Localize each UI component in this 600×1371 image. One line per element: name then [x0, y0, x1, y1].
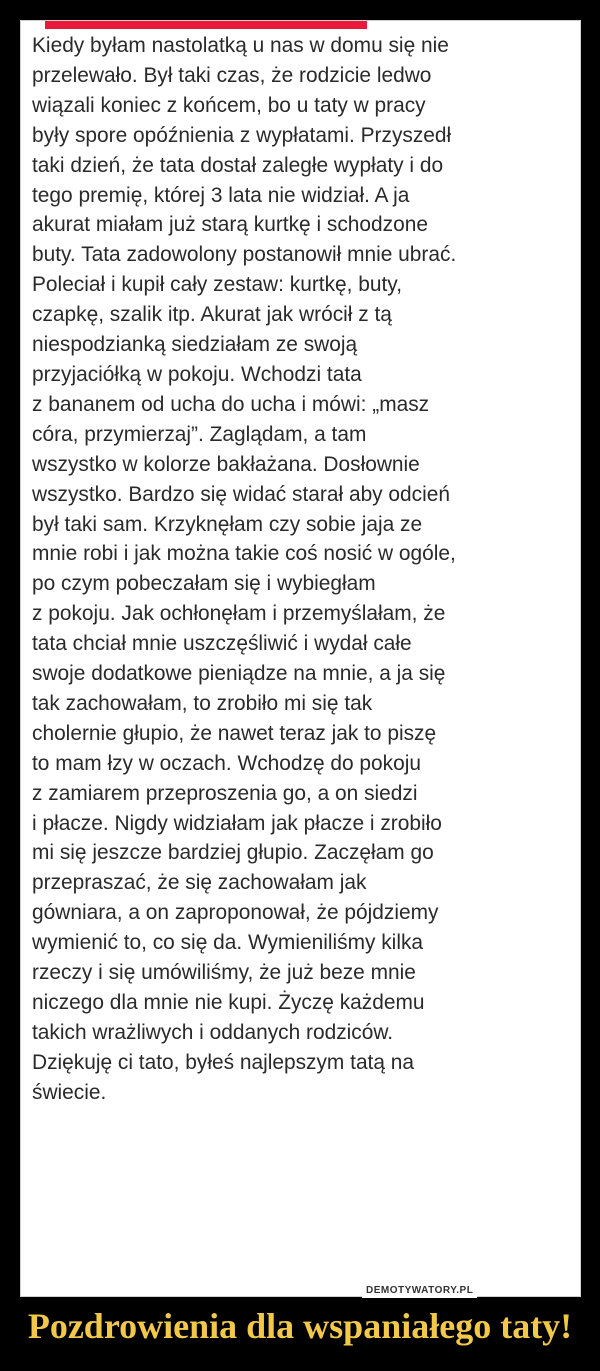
story-line: tata chciał mnie uszczęśliwić i wydał całe [32, 632, 412, 656]
story-line: przepraszać, że się zachowałam jak [32, 871, 367, 895]
story-text [32, 31, 577, 1108]
story-line: były spore opóźnienia z wypłatami. Przyszedł [32, 123, 452, 147]
story-line: takich wrażliwych i oddanych rodziców. [32, 1020, 394, 1044]
story-line: wymienić to, co się da. Wymieniliśmy kilka [32, 931, 424, 955]
story-line: wszystko w kolorze bakłażana. Dosłownie [32, 452, 420, 476]
story-line: wiązali koniec z końcem, bo u taty w pracy [32, 93, 426, 117]
story-line: cholernie głupio, że nawet teraz jak to piszę [32, 721, 437, 745]
story-line: był taki sam. Krzyknęłam czy sobie jaja ze [32, 512, 423, 536]
story-line: z pokoju. Jak ochłonęłam i przemyślałam, że [32, 602, 446, 626]
story-line: po czym pobeczałam się i wybiegłam [32, 572, 376, 596]
story-line: przelewało. Był taki czas, że rodzicie ledwo [32, 63, 432, 87]
story-line: buty. Tata zadowolony postanowił mnie ubrać. [32, 243, 457, 267]
story-line: mnie robi i jak można takie coś nosić w ogóle, [32, 542, 456, 566]
story-line: taki dzień, że tata dostał zaległe wypłaty i do [32, 153, 444, 177]
site-watermark: DEMOTYWATORY.PL [362, 1284, 477, 1298]
story-line: z bananem od ucha do ucha i mówi: „masz [32, 392, 430, 416]
story-line: Poleciał i kupił cały zestaw: kurtkę, buty, [32, 273, 402, 297]
story-line: przyjaciółką w pokoju. Wchodzi tata [32, 362, 362, 386]
story-line: rzeczy i się umówiliśmy, że już beze mnie [32, 961, 416, 985]
story-line: czapkę, szalik itp. Akurat jak wrócił z tą [32, 303, 392, 327]
story-line: wszystko. Bardzo się widać starał aby odcień [32, 482, 450, 506]
demotivator-image-card [20, 20, 581, 1297]
story-line: tego premię, której 3 lata nie widział. A ja [32, 183, 410, 207]
story-line: akurat miałam już starą kurtkę i schodzone [32, 213, 428, 237]
story-line: mi się jeszcze bardziej głupio. Zaczęłam go [32, 841, 434, 865]
story-line: Dziękuję ci tato, byłeś najlepszym tatą na [32, 1050, 415, 1074]
red-accent-bar [45, 21, 367, 29]
caption-title: Pozdrowienia dla wspaniałego taty! [27, 1306, 573, 1346]
story-line: córa, przymierzaj”. Zaglądam, a tam [32, 422, 367, 446]
story-line: gówniara, a on zaproponował, że pójdziemy [32, 901, 439, 925]
story-line: to mam łzy w oczach. Wchodzę do pokoju [32, 751, 421, 775]
story-line: niespodzianką siedziałam ze swoją [32, 333, 358, 357]
story-line: niczego dla mnie nie kupi. Życzę każdemu [32, 991, 425, 1014]
story-line: Kiedy byłam nastolatką u nas w domu się nie [32, 34, 449, 57]
story-line: z zamiarem przeproszenia go, a on siedzi [32, 781, 418, 805]
story-line: swoje dodatkowe pieniądze na mnie, a ja się [32, 662, 446, 686]
story-line: świecie. [32, 1080, 107, 1104]
story-line: tak zachowałam, to zrobiło mi się tak [32, 691, 373, 715]
story-line: i płacze. Nigdy widziałam jak płacze i zrobiło [32, 811, 442, 835]
